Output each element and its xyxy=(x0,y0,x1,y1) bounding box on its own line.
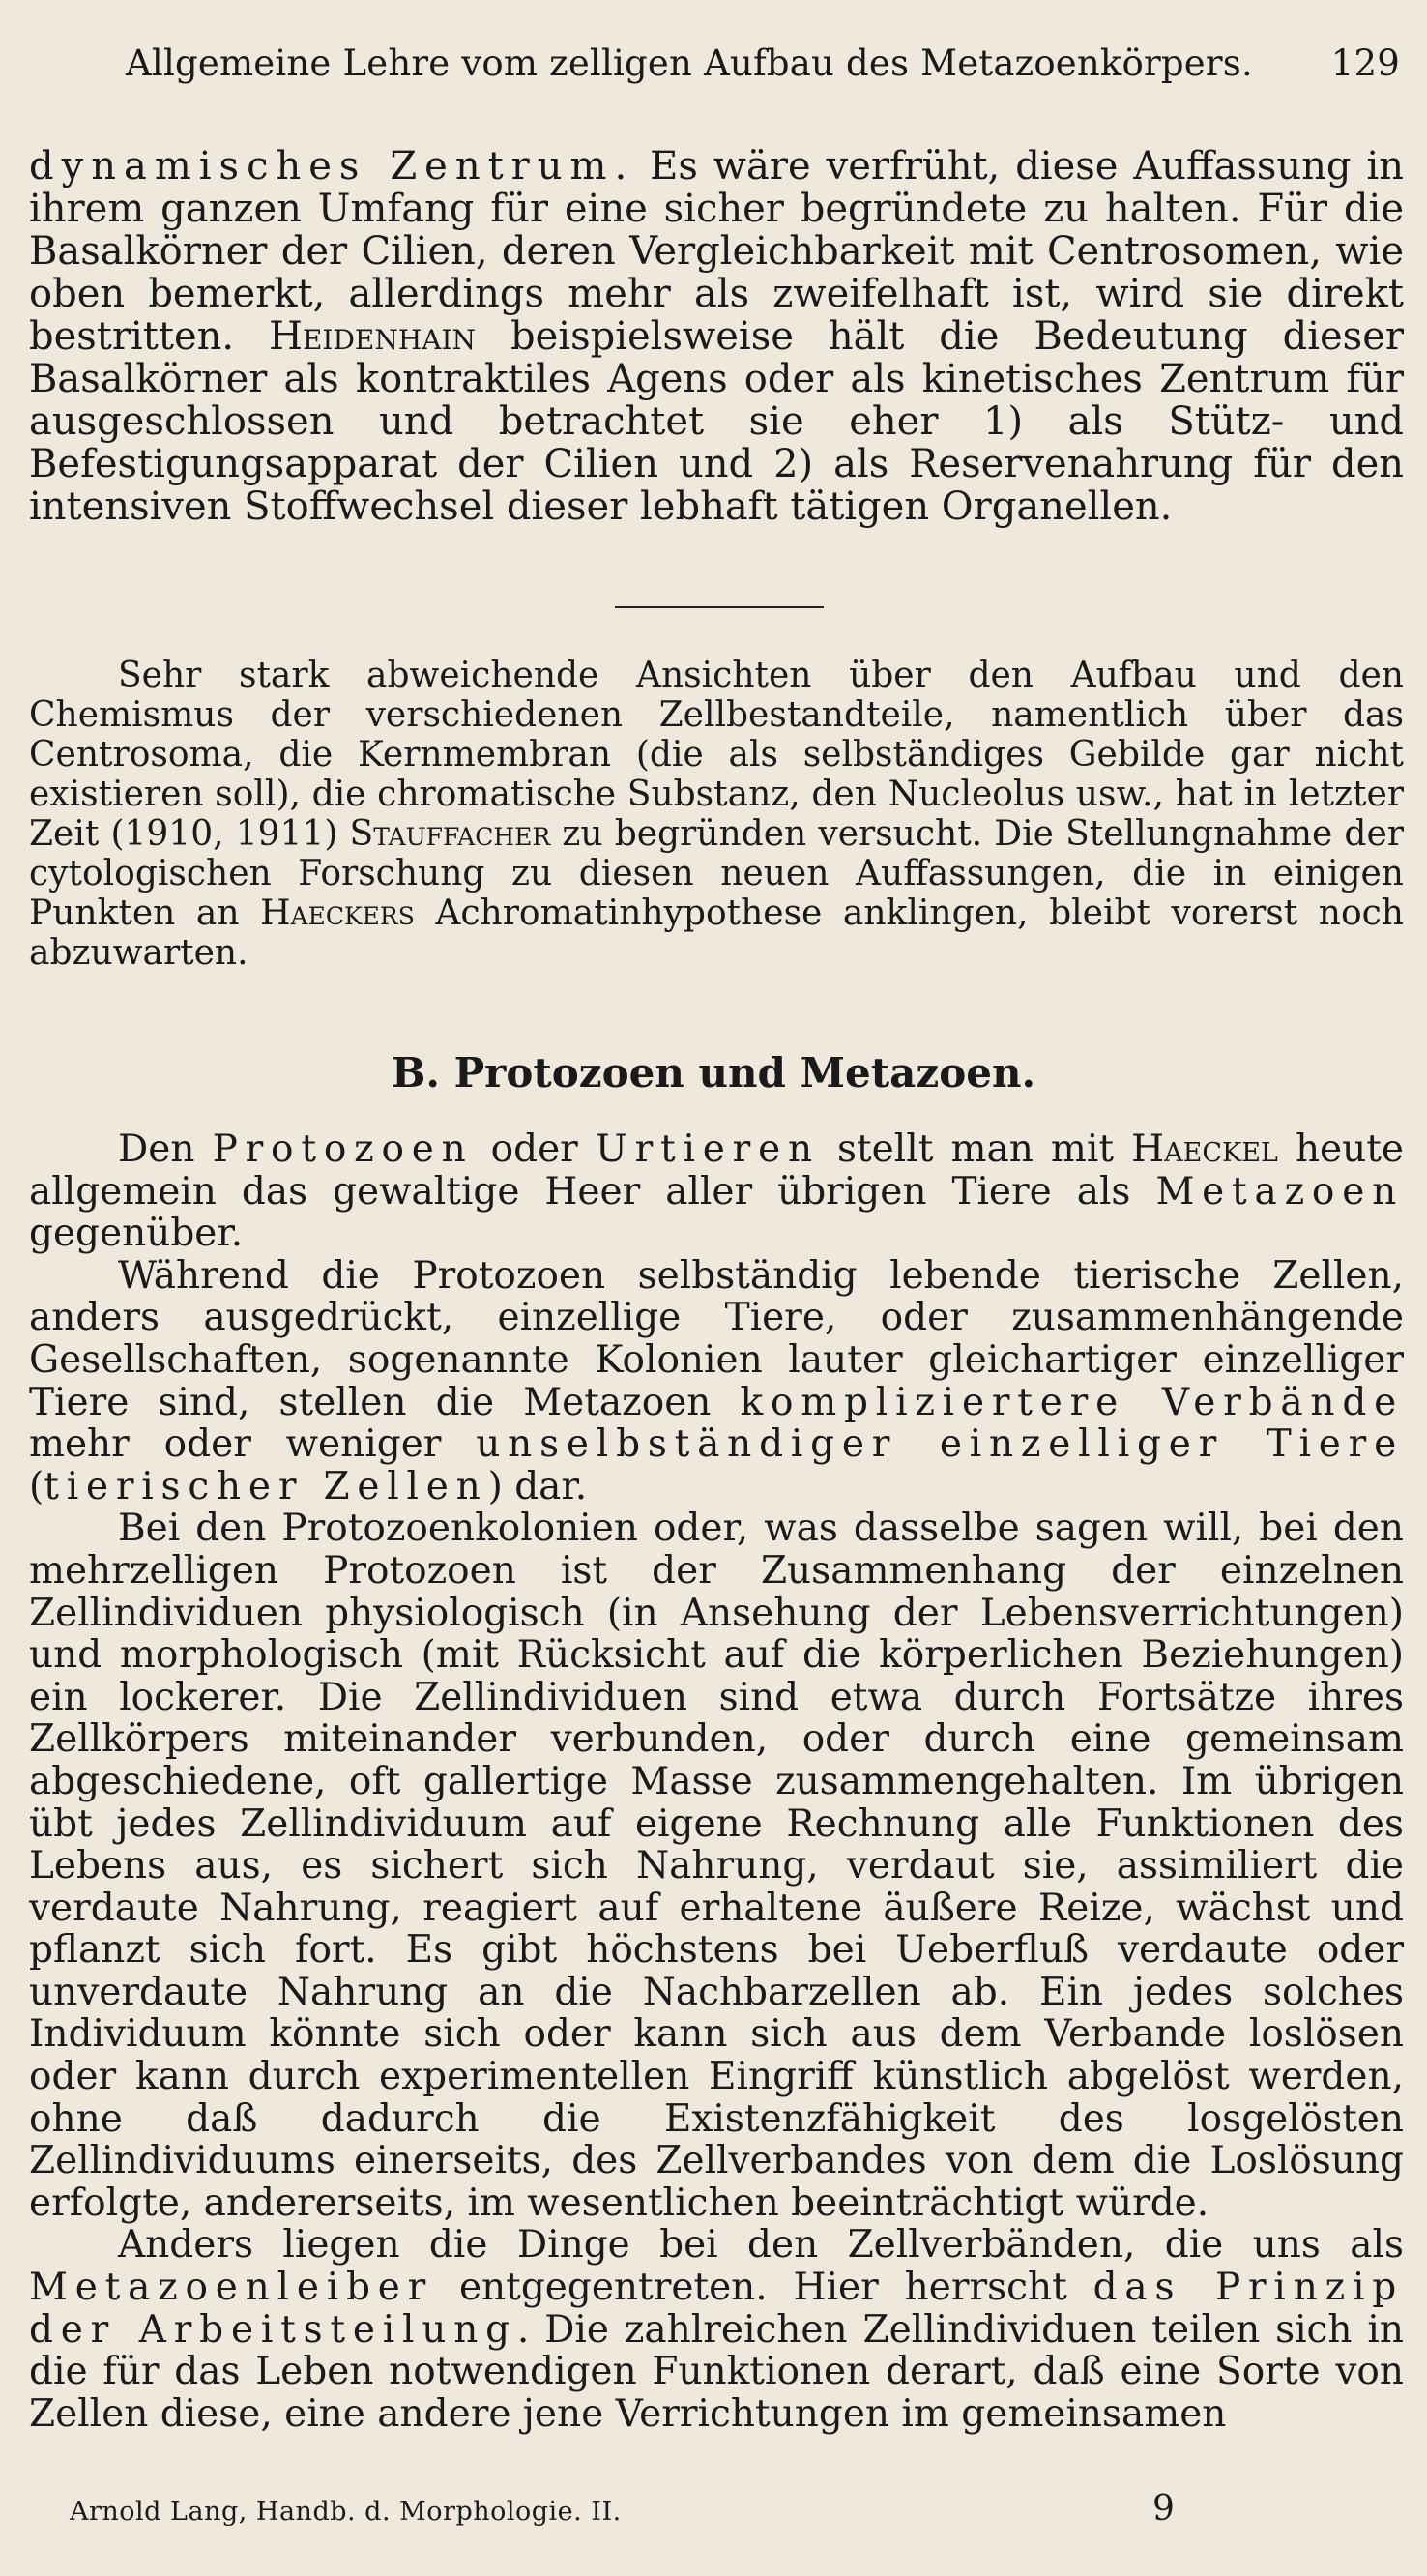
sheet-number: 9 xyxy=(1152,2489,1175,2529)
text-run: entgegentreten. Hier herrscht xyxy=(433,2266,1093,2310)
running-title: Allgemeine Lehre vom zelligen Aufbau des Metazoenkörpers. xyxy=(126,43,1253,84)
spaced-term: Protozoen xyxy=(212,1127,474,1171)
text-run: stellt man mit xyxy=(819,1127,1132,1171)
author-name: Haeckers xyxy=(260,893,415,933)
author-name: Stauffacher xyxy=(349,814,551,854)
sheet-signature: Arnold Lang, Handb. d. Morphologie. II. xyxy=(70,2497,622,2527)
paragraph: Bei den Protozoenkolonien oder, was dasselbe sagen will, bei den mehrzelligen Protozoen ist der Zusammenhang der einzelnen Zellindividuen physiologisch (in Ansehung der Lebensverrichtungen) und morphologisch (mit Rücksicht auf die körperlichen Beziehungen) ein lockerer. Die Zellindividuen sind etwa durch Fortsätze ihres Zellkörpers miteinander verbunden, oder durch eine gemeinsam abgeschiedene, oft gallertige Masse zusammengehalten. Im übrigen übt jedes Zellindividuum auf eigene Rechnung alle Funktionen des Lebens aus, es sichert sich Nahrung, verdaut sie, assimiliert die verdaute Nahrung, reagiert auf erhaltene äußere Reize, wächst und pflanzt sich fort. Es gibt höchstens bei Ueberfluß verdaute oder unverdaute Nahrung an die Nachbarzellen ab. Ein jedes solches Individuum könnte sich oder kann sich aus dem Verbande loslösen oder kann durch experimentellen Eingriff künstlich abgelöst werden, ohne daß dadurch die Existenzfähigkeit des losgelösten Zellindividuums einerseits, des Zellverbandes von dem die Loslösung erfolgte, andererseits, im wesentlichen beeinträchtigt würde. xyxy=(29,1507,1404,2225)
author-name: Haeckel xyxy=(1131,1127,1278,1171)
spaced-term: Urtieren xyxy=(595,1127,820,1171)
spaced-term: Metazoenleiber xyxy=(29,2266,434,2310)
spaced-term: das Prinzip der Arbeitsteilung xyxy=(29,2266,1405,2352)
section-heading: B. Protozoen und Metazoen. xyxy=(391,1049,1036,1097)
text-run: ) dar. xyxy=(487,1464,588,1508)
text-run: Es wäre verfrüht, diese Auffassung in ihrem ganzen Umfang für eine sicher begründete zu halten. Für die Basalkörner der Cilien, deren Vergleichbarkeit mit Centrosomen, wie oben bemerkt, allerdings mehr als zweifelhaft ist, wird sie direkt bestritten. xyxy=(29,144,1405,359)
text-run: . Die zahlreichen Zellindividuen teilen sich in die für das Leben notwendigen Funktionen derart, daß eine Sorte von Zellen diese, eine andere jene Verrichtungen im gemeinsamen xyxy=(29,2307,1404,2436)
section-body xyxy=(29,1128,1404,2435)
spaced-term: kompliziertere Verbände xyxy=(740,1380,1404,1424)
text-run: beispielsweise hält die Bedeutung dieser Basalkörner als kontraktiles Agens oder als kinetisches Zentrum für ausgeschlossen und betrachtet sie eher 1) als Stütz- und Befestigungsapparat der Cilien und 2) als Reservenahrung für den intensiven Stoffwechsel dieser lebhaft tätigen Organellen. xyxy=(29,314,1404,529)
paragraph-continued xyxy=(29,145,1404,528)
small-print-note xyxy=(29,656,1404,973)
text-run: gegenüber. xyxy=(29,1212,244,1256)
text-run: Anders liegen die Dinge bei den Zellverbänden, die uns als xyxy=(118,2223,1404,2268)
paragraph xyxy=(29,1255,1404,1508)
text-run: heute allgemein das gewaltige Heer aller übrigen Tiere als xyxy=(29,1127,1405,1214)
text-run: Achromatinhypothese anklingen, bleibt vorerst noch abzuwarten. xyxy=(29,893,1404,973)
spaced-term: dynamisches Zentrum. xyxy=(29,144,635,189)
separator-rule xyxy=(615,606,824,608)
text-run: ( xyxy=(29,1464,44,1508)
text-run: mehr oder weniger xyxy=(29,1422,477,1467)
paragraph xyxy=(29,2224,1404,2435)
text-run: zu begründen versucht. Die Stellungnahme der cytologischen Forschung zu diesen neuen Auffassungen, die in einigen Punkten an xyxy=(29,814,1404,933)
running-header xyxy=(126,43,1400,84)
text-run: Während die Protozoen selbständig lebende tierische Zellen, anders ausgedrückt, einzellige Tiere, oder zusammenhängende Gesellschaften, sogenannte Kolonien lauter gleichartiger einzelliger Tiere sind, stellen die Metazoen xyxy=(29,1253,1404,1424)
paragraph xyxy=(29,1128,1404,1255)
spaced-term: tierischer Zellen xyxy=(44,1464,488,1508)
text-run: Sehr stark abweichende Ansichten über den Aufbau und den Chemismus der verschiedenen Zellbestandteile, namentlich über das Centrosoma, die Kernmembran (die als selbständiges Gebilde gar nicht existieren soll), die chromatische Substanz, den Nucleolus usw., hat in letzter Zeit (1910, 1911) xyxy=(29,656,1404,854)
text-run: oder xyxy=(473,1127,596,1171)
spaced-term: unselbständiger einzelliger Tiere xyxy=(476,1422,1404,1467)
spaced-term: Metazoen xyxy=(1155,1169,1404,1214)
text-run: Den xyxy=(118,1127,213,1171)
author-name: Heidenhain xyxy=(269,314,477,359)
page-number: 129 xyxy=(1330,43,1400,84)
